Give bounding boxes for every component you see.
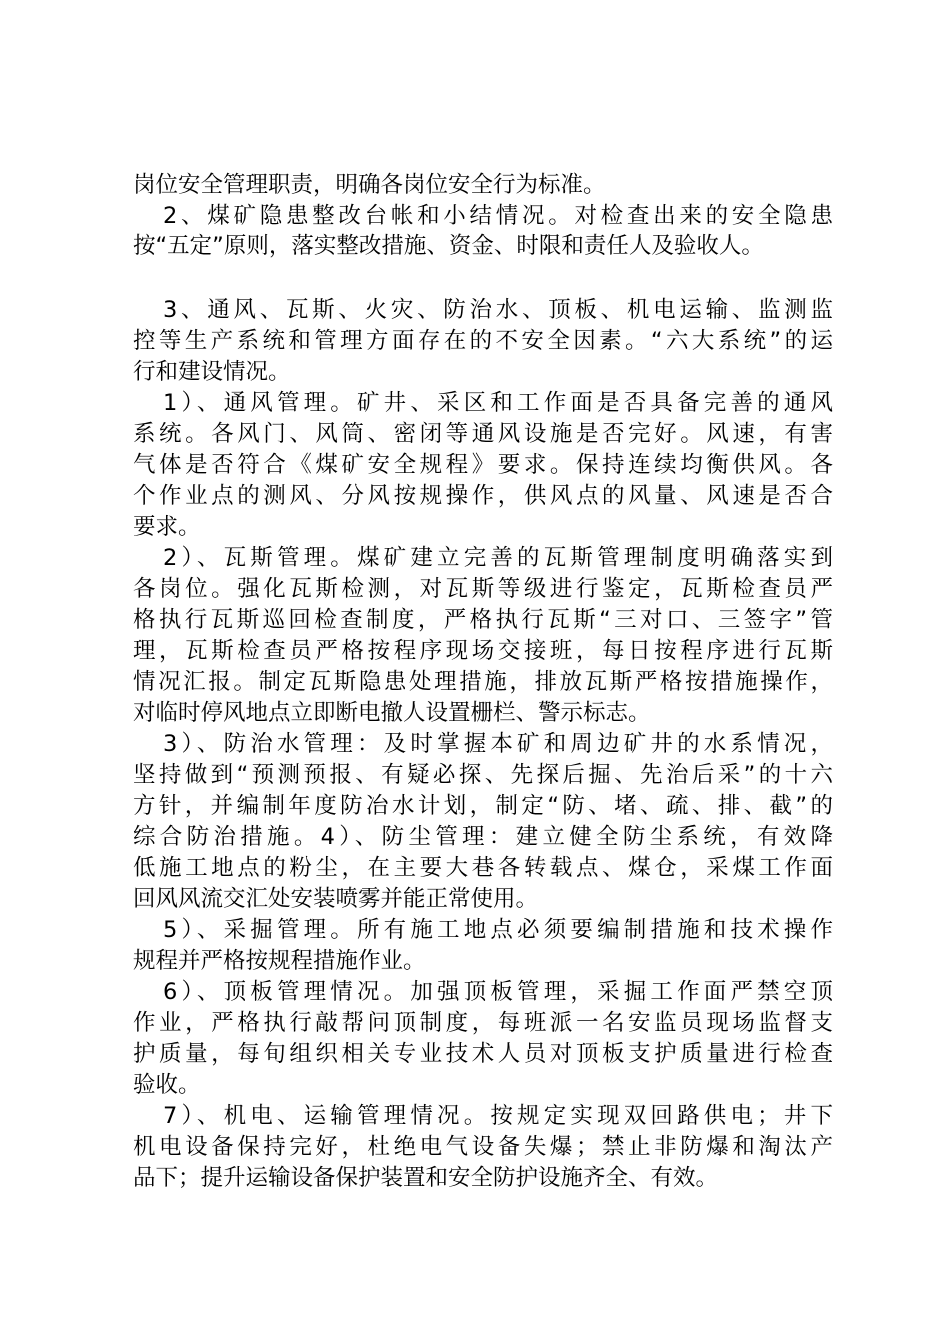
- text-line: 3）、防治水管理：及时掌握本矿和周边矿井的水系情况，: [163, 731, 833, 757]
- text-line: 情况汇报。制定瓦斯隐患处理措施，排放瓦斯严格按措施操作，: [133, 669, 833, 695]
- text-line: 5）、采掘管理。所有施工地点必须要编制措施和技术操作: [163, 917, 833, 943]
- text-line: 要求。: [133, 514, 201, 540]
- text-line: 3、通风、瓦斯、火灾、防治水、顶板、机电运输、监测监: [163, 297, 833, 323]
- text-line: 个作业点的测风、分风按规操作，供风点的风量、风速是否合: [133, 483, 833, 509]
- text-line: 1）、通风管理。矿井、采区和工作面是否具备完善的通风: [163, 390, 833, 416]
- text-line: 品下；提升运输设备保护装置和安全防护设施齐全、有效。: [133, 1165, 719, 1191]
- text-line: 气体是否符合《煤矿安全规程》要求。保持连续均衡供风。各: [133, 452, 833, 478]
- text-line: 2）、瓦斯管理。煤矿建立完善的瓦斯管理制度明确落实到: [163, 545, 833, 571]
- text-line: 方针，并编制年度防冶水计划，制定“防、堵、疏、排、截”的: [133, 793, 833, 819]
- text-line: 综合防治措施。4）、防尘管理：建立健全防尘系统，有效降: [133, 824, 833, 850]
- text-line: 控等生产系统和管理方面存在的不安全因素。“六大系统”的运: [133, 328, 833, 354]
- text-line: 对临时停风地点立即断电撤人设置栅栏、警示标志。: [133, 700, 651, 726]
- text-line: 按“五定”原则，落实整改措施、资金、时限和责任人及验收人。: [133, 233, 764, 259]
- text-line: 6）、顶板管理情况。加强顶板管理，采掘工作面严禁空顶: [163, 979, 833, 1005]
- text-line: 低施工地点的粉尘，在主要大巷各转载点、煤仓，采煤工作面: [133, 855, 833, 881]
- text-line: 7）、机电、运输管理情况。按规定实现双回路供电；井下: [163, 1103, 833, 1129]
- text-line: 各岗位。强化瓦斯检测，对瓦斯等级进行鉴定，瓦斯检查员严: [133, 576, 833, 602]
- text-line: 护质量，每旬组织相关专业技术人员对顶板支护质量进行检查: [133, 1041, 833, 1067]
- text-line: 2、煤矿隐患整改台帐和小结情况。对检查出来的安全隐患: [163, 203, 833, 229]
- text-line: 坚持做到“预测预报、有疑必探、先探后掘、先治后采”的十六: [133, 762, 833, 788]
- text-line: 机电设备保持完好，杜绝电气设备失爆；禁止非防爆和淘汰产: [133, 1134, 833, 1160]
- text-line: 理，瓦斯检查员严格按程序现场交接班，每日按程序进行瓦斯: [133, 638, 833, 664]
- text-line: 系统。各风门、风筒、密闭等通风设施是否完好。风速，有害: [133, 421, 833, 447]
- text-line: 回风风流交汇处安装喷雾并能正常使用。: [133, 886, 539, 912]
- text-line: 作业，严格执行敲帮问顶制度，每班派一名安监员现场监督支: [133, 1010, 833, 1036]
- text-line: 格执行瓦斯巡回检查制度，严格执行瓦斯“三对口、三签字”管: [133, 607, 833, 633]
- text-line: 行和建设情况。: [133, 359, 291, 385]
- text-line: 验收。: [133, 1072, 201, 1098]
- text-line: 规程并严格按规程措施作业。: [133, 948, 426, 974]
- text-line: 岗位安全管理职责，明确各岗位安全行为标准。: [133, 172, 606, 198]
